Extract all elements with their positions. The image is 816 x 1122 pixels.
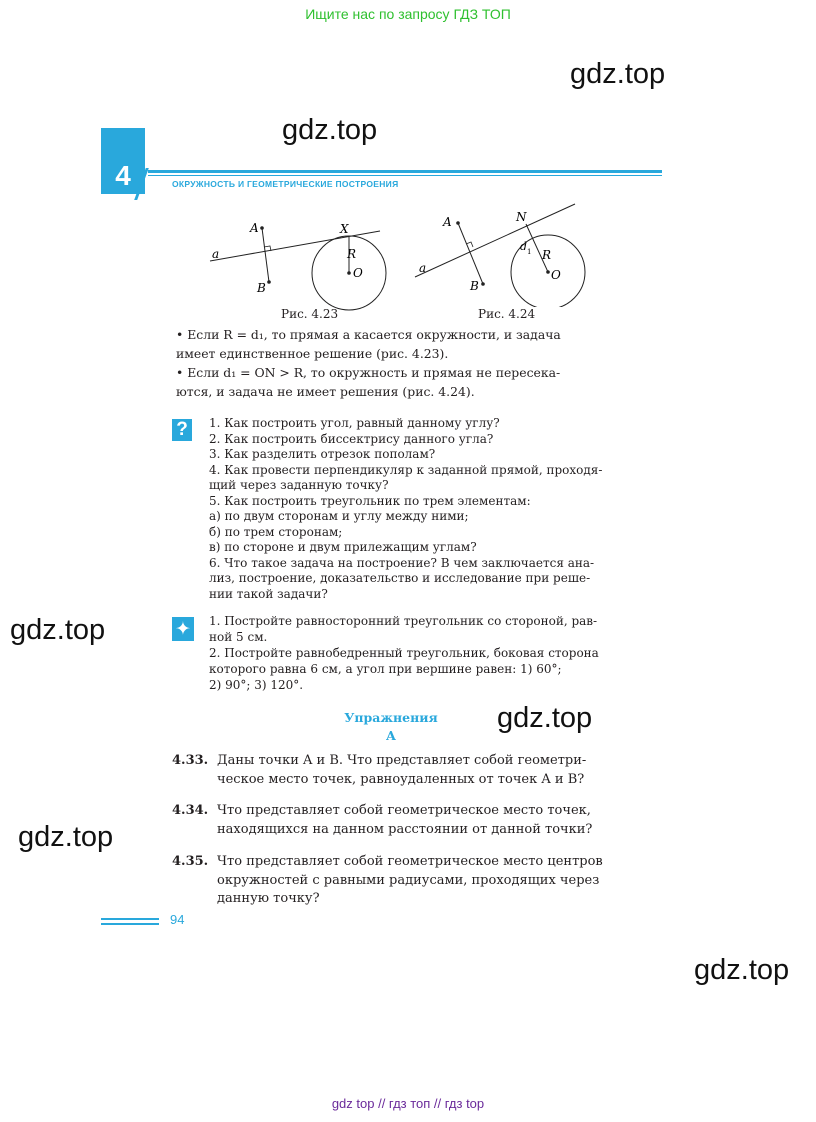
star-icon: ✦ bbox=[172, 617, 194, 641]
header-rule bbox=[148, 170, 662, 173]
footer-rule bbox=[101, 918, 159, 920]
label-d-sub: 1 bbox=[527, 248, 532, 256]
label-O: O bbox=[551, 268, 561, 282]
question-line: нии такой задачи? bbox=[209, 586, 328, 601]
exercise-number: 4.35. bbox=[172, 854, 209, 869]
text-line: • Если R = d₁, то прямая a касается окружности, и задача bbox=[176, 327, 561, 342]
header-rule bbox=[148, 175, 662, 176]
question-line: а) по двум сторонам и углу между ними; bbox=[209, 509, 469, 523]
watermark: gdz.top bbox=[282, 114, 378, 146]
label-d: d bbox=[520, 240, 528, 253]
label-B: B bbox=[257, 281, 266, 295]
label-N: N bbox=[516, 210, 527, 224]
question-line: в) по стороне и двум прилежащим углам? bbox=[209, 540, 477, 554]
question-line: 3. Как разделить отрезок пополам? bbox=[209, 447, 436, 461]
figure-caption: Рис. 4.24 bbox=[478, 307, 536, 321]
watermark: gdz.top bbox=[18, 821, 114, 853]
bottom-banner[interactable]: gdz top // гдз топ // гдз top bbox=[331, 1096, 485, 1111]
exercise-line: находящихся на данном расстоянии от данной точки? bbox=[217, 821, 593, 837]
text-line: ются, и задача не имеет решения (рис. 4.24). bbox=[176, 384, 475, 399]
exercise-line: Что представляет собой геометрическое место центров bbox=[217, 854, 603, 869]
text-line: • Если d₁ = ON > R, то окружность и прямая не пересека- bbox=[176, 365, 561, 380]
figure-4-24 bbox=[405, 202, 605, 307]
question-line: 2. Как построить биссектрису данного угла? bbox=[209, 431, 494, 446]
figure-caption: Рис. 4.23 bbox=[281, 307, 339, 321]
label-A: A bbox=[443, 215, 452, 229]
question-line: 1. Как построить угол, равный данному углу? bbox=[209, 416, 500, 430]
label-a: a bbox=[212, 247, 220, 261]
label-X: X bbox=[340, 222, 349, 236]
page-number: 94 bbox=[170, 912, 185, 927]
footer-rule bbox=[101, 923, 159, 925]
top-banner[interactable]: Ищите нас по запросу ГДЗ ТОП bbox=[305, 6, 511, 22]
label-A: A bbox=[250, 221, 259, 235]
section-letter: А bbox=[385, 728, 397, 743]
label-R: R bbox=[542, 248, 552, 262]
question-line: 6. Что такое задача на построение? В чем заключается ана- bbox=[209, 555, 595, 570]
question-line: 4. Как провести перпендикуляр к заданной прямой, проходя- bbox=[209, 462, 603, 477]
watermark: gdz.top bbox=[570, 58, 666, 90]
chapter-title: ОКРУЖНОСТЬ И ГЕОМЕТРИЧЕСКИЕ ПОСТРОЕНИЯ bbox=[172, 179, 399, 189]
section-title: Упражнения bbox=[344, 710, 438, 725]
exercise-line: ческое место точек, равноудаленных от точек A и B? bbox=[217, 771, 585, 787]
figure-4-23 bbox=[200, 214, 400, 314]
task-line: ной 5 см. bbox=[209, 630, 268, 644]
exercise-line: окружностей с равными радиусами, проходящих через bbox=[217, 872, 600, 888]
exercise-number: 4.34. bbox=[172, 803, 209, 818]
question-line: лиз, построение, доказательство и исследование при реше- bbox=[209, 571, 591, 585]
watermark: gdz.top bbox=[497, 702, 593, 734]
label-O: O bbox=[353, 266, 363, 280]
question-line: б) по трем сторонам; bbox=[209, 524, 343, 539]
text-line: имеет единственное решение (рис. 4.23). bbox=[176, 346, 449, 361]
question-icon: ? bbox=[172, 419, 192, 441]
exercise-line: Даны точки A и B. Что представляет собой геометри- bbox=[217, 753, 587, 768]
label-R: R bbox=[347, 247, 357, 261]
label-B: B bbox=[470, 279, 479, 293]
task-line: 1. Постройте равносторонний треугольник со стороной, рав- bbox=[209, 614, 598, 628]
question-line: щий через заданную точку? bbox=[209, 478, 389, 492]
chapter-number: 4 bbox=[115, 160, 131, 191]
task-line: которого равна 6 см, а угол при вершине равен: 1) 60°; bbox=[209, 662, 562, 676]
watermark: gdz.top bbox=[10, 614, 106, 646]
task-line: 2. Постройте равнобедренный треугольник, боковая сторона bbox=[209, 646, 599, 660]
watermark: gdz.top bbox=[694, 954, 790, 986]
task-line: 2) 90°; 3) 120°. bbox=[209, 678, 304, 692]
exercise-number: 4.33. bbox=[172, 753, 209, 768]
exercise-line: данную точку? bbox=[217, 891, 320, 906]
label-a: a bbox=[419, 261, 427, 275]
question-line: 5. Как построить треугольник по трем элементам: bbox=[209, 493, 531, 508]
exercise-line: Что представляет собой геометрическое место точек, bbox=[217, 803, 591, 818]
